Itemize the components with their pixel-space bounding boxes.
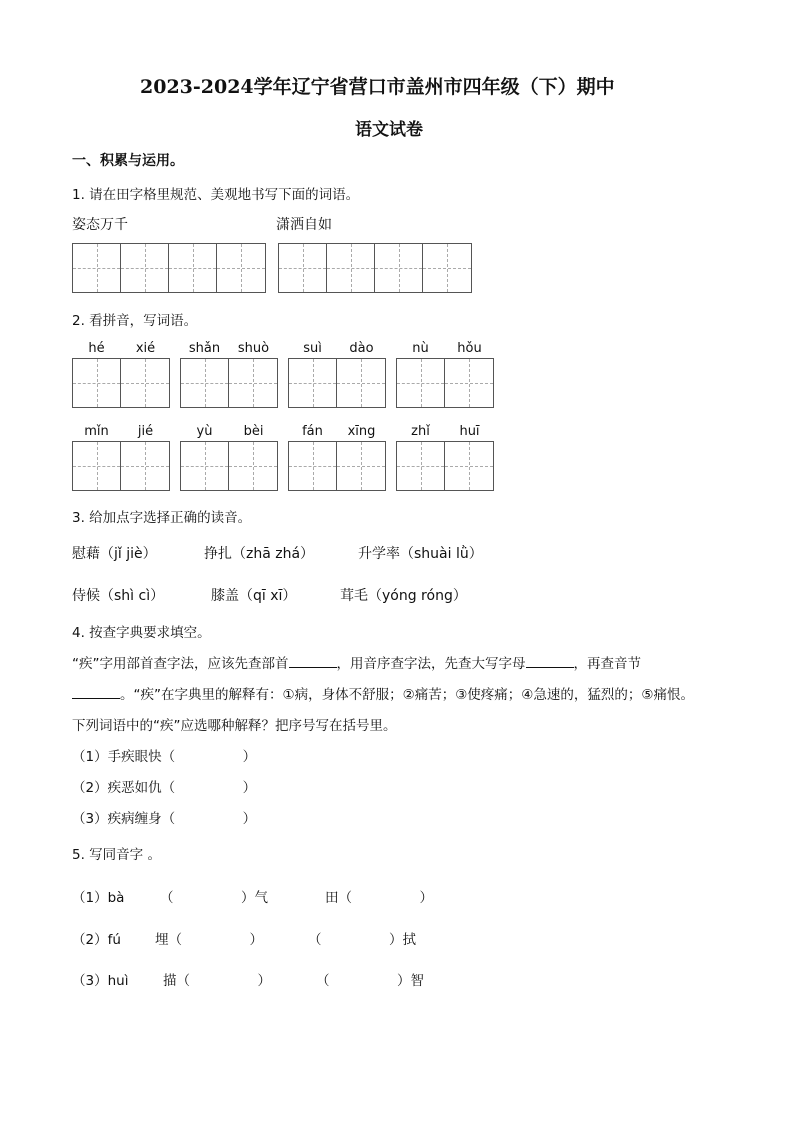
q2-grid[interactable] [72, 358, 170, 408]
q2-grid[interactable] [396, 441, 494, 491]
answer-blank[interactable] [72, 684, 120, 699]
pinyin-label: xié [135, 341, 156, 356]
q4-sub-item: （3）疾病缠身（ ） [72, 811, 257, 827]
q3-option: 升学率（shuài lǜ） [358, 546, 483, 562]
q2-grid[interactable] [288, 441, 386, 491]
q5-row-label: （2）fú [72, 932, 121, 948]
q4-text: ，用音序查字法，先查大写字母 [336, 656, 526, 672]
pinyin-label: suì [303, 341, 322, 356]
q5-item: 田（ ） [325, 890, 433, 906]
q4-text: “疾”字用部首查字法，应该先查部首 [72, 656, 289, 672]
q2-grid[interactable] [288, 358, 386, 408]
q5-item: 描（ ） [163, 973, 271, 989]
pinyin-label: jié [137, 424, 154, 439]
q5-item: （ ）气 [160, 890, 268, 906]
pinyin-label: hǒu [457, 341, 482, 356]
pinyin-label: hé [88, 341, 105, 356]
pinyin-label: dào [349, 341, 374, 356]
q1-word-2: 潇洒自如 [276, 217, 332, 233]
pinyin-label: nù [412, 341, 429, 356]
page-title: 2023-2024学年辽宁省营口市盖州市四年级（下）期中 [140, 76, 615, 98]
q3-option: 挣扎（zhā zhá） [204, 546, 315, 562]
section-heading: 一、积累与运用。 [72, 153, 184, 169]
q3-option: 慰藉（jǐ jiè） [72, 546, 157, 562]
q4-text: 。“疾”在字典里的解释有：①病，身体不舒服；②痛苦；③使疼痛；④急速的，猛烈的；⑤痛恨。 [120, 687, 694, 703]
pinyin-label: shǎn [188, 341, 221, 356]
q5-item: 埋（ ） [155, 932, 263, 948]
question-3-prompt: 3. 给加点字选择正确的读音。 [72, 510, 252, 526]
q3-option: 侍候（shì cì） [72, 588, 165, 604]
q2-grid[interactable] [180, 358, 278, 408]
pinyin-label: huī [459, 424, 480, 439]
q1-writing-grid-1[interactable] [72, 243, 266, 293]
pinyin-label: yù [196, 424, 213, 439]
question-1-prompt: 1. 请在田字格里规范、美观地书写下面的词语。 [72, 187, 360, 203]
question-2-prompt: 2. 看拼音，写词语。 [72, 313, 198, 329]
q4-sub-item: （1）手疾眼快（ ） [72, 749, 257, 765]
page-subtitle: 语文试卷 [355, 120, 423, 140]
q2-grid[interactable] [72, 441, 170, 491]
q1-writing-grid-2[interactable] [278, 243, 472, 293]
answer-blank[interactable] [526, 653, 574, 668]
q1-word-1: 姿态万千 [72, 217, 128, 233]
answer-blank[interactable] [289, 653, 337, 668]
q2-grid[interactable] [180, 441, 278, 491]
q3-option: 膝盖（qī xī） [211, 588, 297, 604]
q4-text: ，再查音节 [573, 656, 641, 672]
pinyin-label: shuò [237, 341, 270, 356]
pinyin-label: xīng [347, 424, 376, 439]
pinyin-label: mǐn [84, 424, 109, 439]
pinyin-label: fán [302, 424, 323, 439]
q4-line-1 [72, 652, 641, 672]
q5-row-label: （3）huì [72, 973, 129, 989]
q4-line-2 [72, 683, 694, 703]
pinyin-label: zhǐ [411, 424, 430, 439]
q2-grid[interactable] [396, 358, 494, 408]
q3-option: 茸毛（yóng róng） [340, 588, 467, 604]
question-4-prompt: 4. 按查字典要求填空。 [72, 625, 211, 641]
q4-line-3: 下列词语中的“疾”应选哪种解释？把序号写在括号里。 [72, 718, 397, 734]
q4-sub-item: （2）疾恶如仇（ ） [72, 780, 257, 796]
q5-row-label: （1）bà [72, 890, 125, 906]
question-5-prompt: 5. 写同音字 。 [72, 847, 161, 863]
q5-item: （ ）拭 [308, 932, 416, 948]
q5-item: （ ）智 [316, 973, 424, 989]
pinyin-label: bèi [243, 424, 264, 439]
